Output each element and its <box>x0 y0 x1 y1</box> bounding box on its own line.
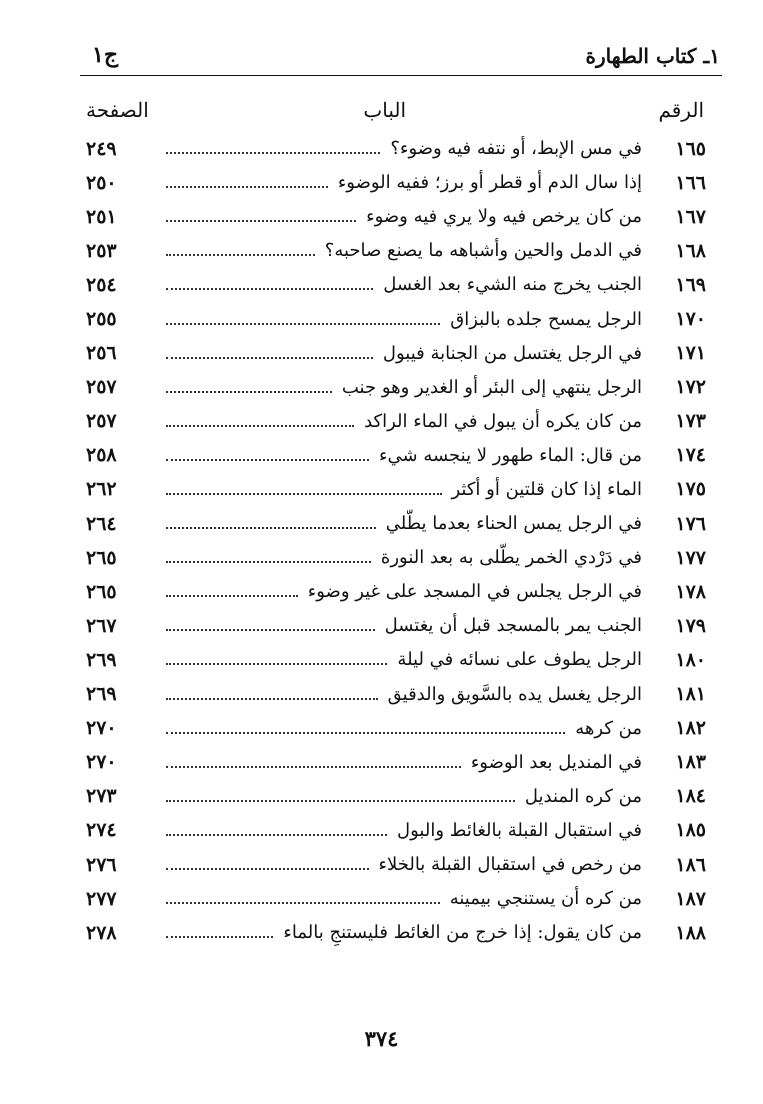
entry-number: ١٨٦ <box>675 853 706 876</box>
book-title: ١ـ كتاب الطهارة <box>585 44 720 68</box>
page-column-header: الصفحة <box>86 98 149 122</box>
entry-page: ٢٥٨ <box>86 444 117 467</box>
volume-label: ج١ <box>92 42 119 68</box>
dot-leader <box>166 391 332 393</box>
entry-number: ١٨٠ <box>675 648 706 671</box>
entry-number: ١٦٨ <box>675 239 706 262</box>
entry-number: ١٨٧ <box>675 887 706 910</box>
entry-number: ١٦٧ <box>675 205 706 228</box>
entry-page: ٢٦٥ <box>86 580 117 603</box>
entry-title: من كره المنديل <box>524 785 642 807</box>
entry-page: ٢٤٩ <box>86 137 117 160</box>
entry-number: ١٧٥ <box>675 478 706 501</box>
entry-page: ٢٦٧ <box>86 614 117 637</box>
toc-entry <box>86 643 706 677</box>
dot-leader <box>166 357 373 359</box>
dot-leader <box>166 254 315 256</box>
entry-page: ٢٦٩ <box>86 683 117 706</box>
entry-number: ١٦٩ <box>675 273 706 296</box>
entry-number: ١٨٨ <box>675 921 706 944</box>
toc-entry <box>86 268 706 302</box>
entry-page: ٢٧٨ <box>86 921 117 944</box>
toc-entry <box>86 200 706 234</box>
entry-title: في مس الإبط، أو نتفه فيه وضوء؟ <box>390 138 642 160</box>
entry-title: من رخص في استقبال القبلة بالخلاء <box>378 854 642 876</box>
entry-page: ٢٥٤ <box>86 273 117 296</box>
entry-page: ٢٦٩ <box>86 648 117 671</box>
toc-entry <box>86 234 706 268</box>
entry-page: ٢٧٤ <box>86 819 117 842</box>
entry-number: ١٦٥ <box>675 137 706 160</box>
entry-title: في المنديل بعد الوضوء <box>470 751 642 773</box>
dot-leader <box>166 527 376 529</box>
entry-page: ٢٦٢ <box>86 478 117 501</box>
entry-title: الرجل يطوف على نسائه في ليلة <box>397 649 642 671</box>
entry-page: ٢٦٥ <box>86 546 117 569</box>
toc-entry <box>86 678 706 712</box>
entry-page: ٢٧٦ <box>86 853 117 876</box>
toc-entry <box>86 780 706 814</box>
toc-entry <box>86 507 706 541</box>
dot-leader <box>166 800 515 802</box>
entry-number: ١٧٤ <box>675 444 706 467</box>
header-divider <box>80 75 722 76</box>
entry-number: ١٨٤ <box>675 785 706 808</box>
running-header <box>80 36 720 74</box>
toc-entry <box>86 575 706 609</box>
toc-entry <box>86 609 706 643</box>
entry-number: ١٧٣ <box>675 410 706 433</box>
toc-entry <box>86 473 706 507</box>
entry-page: ٢٥٣ <box>86 239 117 262</box>
toc-entry <box>86 132 706 166</box>
entry-number: ١٧٧ <box>675 546 706 569</box>
dot-leader <box>166 595 298 597</box>
entry-page: ٢٧٧ <box>86 887 117 910</box>
dot-leader <box>166 186 328 188</box>
entry-number: ١٧٢ <box>675 376 706 399</box>
entry-title: في الرجل يمس الحناء بعدما يطّلي <box>385 513 642 535</box>
entry-page: ٢٧٠ <box>86 717 117 740</box>
dot-leader <box>166 629 375 631</box>
entry-number: ١٨٢ <box>675 717 706 740</box>
number-column-header: الرقم <box>658 98 704 122</box>
entry-title: من كان يقول: إذا خرج من الغائط فليستنجِ بالماء <box>283 922 642 944</box>
toc-entry <box>86 814 706 848</box>
toc-entry <box>86 337 706 371</box>
entry-page: ٢٥١ <box>86 205 117 228</box>
dot-leader <box>166 493 442 495</box>
toc-entry <box>86 405 706 439</box>
dot-leader <box>166 698 378 700</box>
entry-title: في دَرْدي الخمر يطّلى به بعد النورة <box>380 547 642 569</box>
toc-entry <box>86 166 706 200</box>
dot-leader <box>166 459 369 461</box>
entry-title: الرجل ينتهي إلى البئر أو الغدير وهو جنب <box>341 376 642 398</box>
toc-entry <box>86 746 706 780</box>
entry-page: ٢٧٠ <box>86 751 117 774</box>
entry-title: الجنب يمر بالمسجد قبل أن يغتسل <box>384 615 642 637</box>
entry-title: من كره أن يستنجي بيمينه <box>449 888 642 910</box>
dot-leader <box>166 425 354 427</box>
toc-entry <box>86 712 706 746</box>
dot-leader <box>166 561 371 563</box>
entry-number: ١٧٩ <box>675 614 706 637</box>
dot-leader <box>166 834 387 836</box>
entry-title: الماء إذا كان قلتين أو أكثر <box>451 478 642 500</box>
entry-title: الرجل يمسح جلده بالبزاق <box>450 308 642 330</box>
toc-entry <box>86 848 706 882</box>
entry-title: الجنب يخرج منه الشيء بعد الغسل <box>383 274 642 296</box>
table-of-contents <box>86 132 706 950</box>
chapter-column-header: الباب <box>363 98 406 122</box>
column-headers <box>86 98 704 130</box>
toc-entry <box>86 302 706 336</box>
entry-title: من كان يكره أن يبول في الماء الراكد <box>364 410 642 432</box>
page-number: ٣٧٤ <box>364 1026 399 1051</box>
entry-title: في استقبال القبلة بالغائط والبول <box>397 819 642 841</box>
entry-number: ١٧١ <box>675 342 706 365</box>
dot-leader <box>166 152 380 154</box>
entry-page: ٢٥٥ <box>86 308 117 331</box>
entry-page: ٢٥٦ <box>86 342 117 365</box>
entry-title: الرجل يغسل يده بالسَّويق والدقيق <box>387 683 642 705</box>
dot-leader <box>166 936 273 938</box>
entry-number: ١٦٦ <box>675 171 706 194</box>
dot-leader <box>166 732 565 734</box>
entry-title: من كان يرخص فيه ولا يري فيه وضوء <box>366 206 642 228</box>
dot-leader <box>166 323 440 325</box>
entry-number: ١٧٨ <box>675 580 706 603</box>
entry-page: ٢٥٧ <box>86 410 117 433</box>
dot-leader <box>166 288 373 290</box>
entry-title: من كرهه <box>575 717 642 739</box>
toc-entry <box>86 439 706 473</box>
dot-leader <box>166 663 387 665</box>
dot-leader <box>166 766 461 768</box>
entry-page: ٢٥٧ <box>86 376 117 399</box>
entry-page: ٢٦٤ <box>86 512 117 535</box>
entry-number: ١٨٣ <box>675 751 706 774</box>
entry-number: ١٨١ <box>675 683 706 706</box>
entry-title: في الدمل والحين وأشباهه ما يصنع صاحبه؟ <box>324 240 642 262</box>
entry-page: ٢٧٣ <box>86 785 117 808</box>
dot-leader <box>166 220 356 222</box>
entry-title: إذا سال الدم أو قطر أو برز؛ ففيه الوضوء <box>337 172 642 194</box>
toc-entry <box>86 916 706 950</box>
toc-entry <box>86 541 706 575</box>
dot-leader <box>166 868 369 870</box>
toc-entry <box>86 882 706 916</box>
entry-number: ١٧٠ <box>675 308 706 331</box>
entry-title: من قال: الماء طهور لا ينجسه شيء <box>379 444 642 466</box>
entry-title: في الرجل يجلس في المسجد على غير وضوء <box>307 581 642 603</box>
dot-leader <box>166 902 440 904</box>
entry-number: ١٨٥ <box>675 819 706 842</box>
entry-page: ٢٥٠ <box>86 171 117 194</box>
entry-title: في الرجل يغتسل من الجنابة فيبول <box>382 342 642 364</box>
toc-entry <box>86 371 706 405</box>
entry-number: ١٧٦ <box>675 512 706 535</box>
